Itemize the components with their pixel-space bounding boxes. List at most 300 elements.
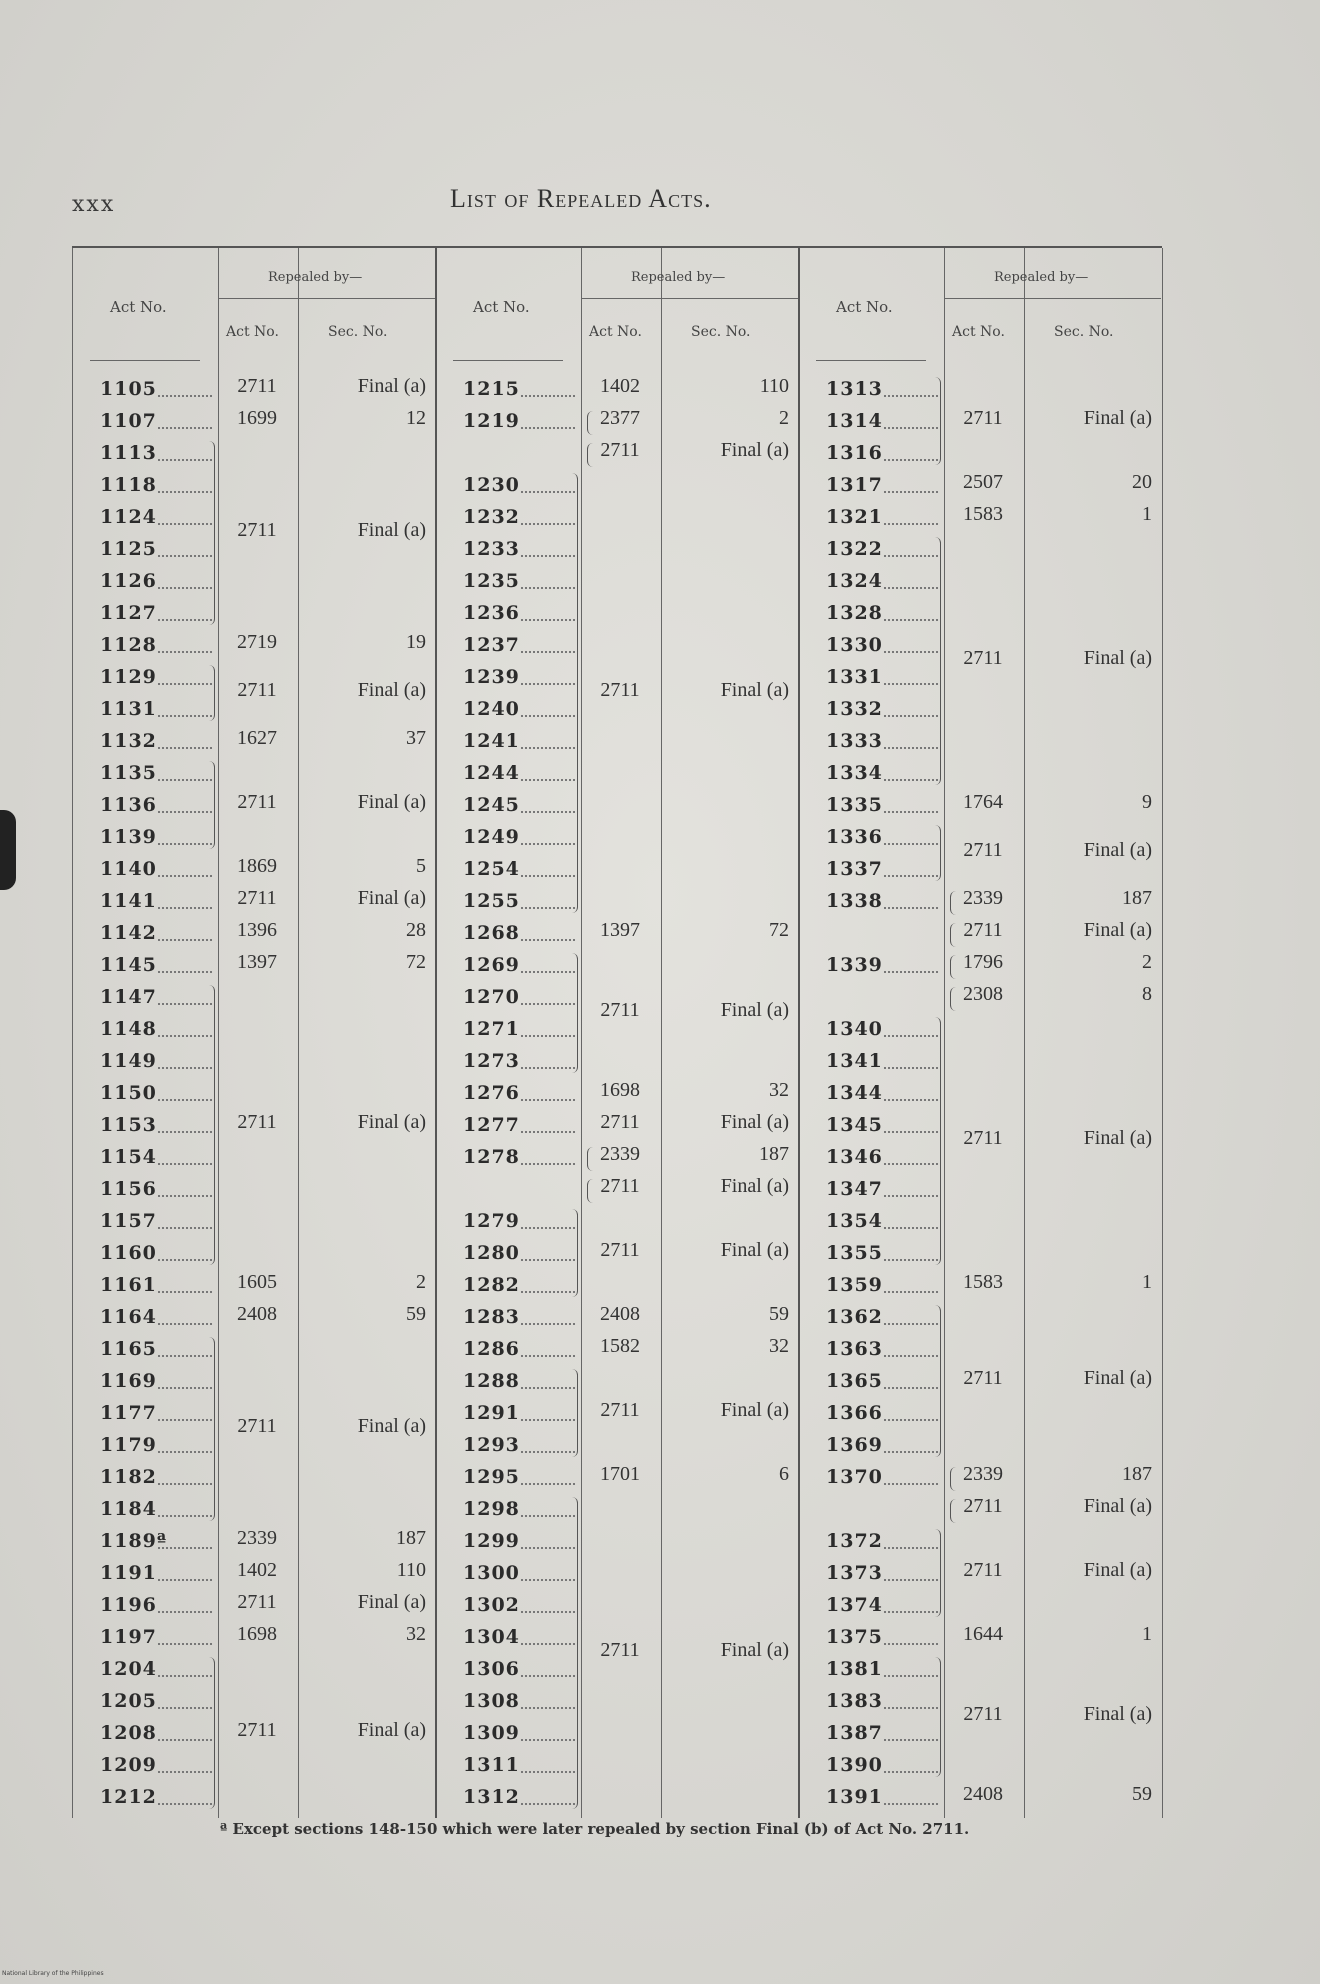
repealing-section-number: Final (a) [357, 1415, 426, 1437]
act-number: 1375 [826, 1626, 883, 1648]
repealing-act-number: 1402 [237, 1559, 277, 1581]
act-number: 1300 [463, 1562, 520, 1584]
act-number: 1179 [100, 1434, 157, 1456]
act-number: 1208 [100, 1722, 157, 1744]
repealing-act-number: 2711 [963, 647, 1003, 669]
act-number: 1237 [463, 634, 520, 656]
header-bottom-rule [453, 360, 563, 361]
act-number: 1132 [100, 730, 157, 752]
repealing-section-number: 8 [1142, 983, 1152, 1005]
header-sub-sec-no: Sec. No. [691, 324, 751, 340]
group-brace [204, 665, 215, 721]
repealing-section-number: Final (a) [720, 1239, 789, 1261]
repealing-act-number: 2711 [237, 1415, 277, 1437]
act-number: 1270 [463, 986, 520, 1008]
leader-dots [158, 1579, 212, 1581]
act-number: 1331 [826, 666, 883, 688]
repealing-section-number: Final (a) [1083, 1367, 1152, 1389]
act-number: 1215 [463, 378, 520, 400]
column-rule [581, 248, 582, 1818]
act-number: 1204 [100, 1658, 157, 1680]
repealing-section-number: 32 [769, 1335, 789, 1357]
act-number: 1313 [826, 378, 883, 400]
column-rule [298, 248, 299, 1818]
act-number: 1341 [826, 1050, 883, 1072]
repealing-act-number: 2507 [963, 471, 1003, 493]
repealing-act-number: 1698 [237, 1623, 277, 1645]
repealing-section-number: Final (a) [720, 1399, 789, 1421]
act-number: 1314 [826, 410, 883, 432]
act-number: 1126 [100, 570, 157, 592]
binding-shadow [0, 810, 16, 890]
header-rule [218, 298, 435, 299]
act-number: 1302 [463, 1594, 520, 1616]
group-brace [204, 985, 215, 1265]
repealing-act-number: 1698 [600, 1079, 640, 1101]
act-number: 1299 [463, 1530, 520, 1552]
act-number: 1344 [826, 1082, 883, 1104]
act-number: 1105 [100, 378, 157, 400]
leader-dots [884, 1483, 938, 1485]
leader-dots [158, 395, 212, 397]
act-number: 1113 [100, 442, 157, 464]
act-number: 1338 [826, 890, 883, 912]
column-rule [798, 248, 800, 1818]
act-number: 1387 [826, 1722, 883, 1744]
act-number: 1374 [826, 1594, 883, 1616]
act-number: 1304 [463, 1626, 520, 1648]
act-number: 1212 [100, 1786, 157, 1808]
leader-dots [884, 1291, 938, 1293]
header-act-no: Act No. [836, 298, 893, 316]
act-number: 1282 [463, 1274, 520, 1296]
repealing-act-number: 2408 [237, 1303, 277, 1325]
act-number: 1150 [100, 1082, 157, 1104]
repealing-act-number: 2339 [237, 1527, 277, 1549]
repealing-section-number: Final (a) [720, 999, 789, 1021]
act-number: 1156 [100, 1178, 157, 1200]
act-number: 1255 [463, 890, 520, 912]
leader-dots [521, 1483, 575, 1485]
group-brace [567, 1209, 578, 1297]
repealing-section-number: 187 [396, 1527, 426, 1549]
act-number: 1381 [826, 1658, 883, 1680]
repealing-section-number: Final (a) [1083, 407, 1152, 429]
repealing-section-number: Final (a) [357, 1719, 426, 1741]
act-number: 1232 [463, 506, 520, 528]
repealing-section-number: 12 [406, 407, 426, 429]
repealing-section-number: Final (a) [1083, 839, 1152, 861]
leader-dots [521, 427, 575, 429]
leader-dots [158, 747, 212, 749]
leader-dots [158, 907, 212, 909]
leader-dots [158, 1323, 212, 1325]
header-rule [581, 298, 798, 299]
leader-dots [884, 907, 938, 909]
act-number: 1235 [463, 570, 520, 592]
act-number: 1124 [100, 506, 157, 528]
repealing-act-number: 2711 [963, 1127, 1003, 1149]
act-number: 1312 [463, 1786, 520, 1808]
repealing-act-number: 2711 [237, 519, 277, 541]
act-number: 1306 [463, 1658, 520, 1680]
act-number: 1280 [463, 1242, 520, 1264]
act-number: 1219 [463, 410, 520, 432]
leader-dots [884, 1643, 938, 1645]
repealing-act-number: 2711 [237, 791, 277, 813]
repealing-act-number: 2711 [963, 1559, 1003, 1581]
act-number: 1339 [826, 954, 883, 976]
header-sub-act-no: Act No. [952, 324, 1005, 340]
repealing-section-number: 1 [1142, 1271, 1152, 1293]
act-number: 1390 [826, 1754, 883, 1776]
repealing-act-number: 2711 [963, 919, 1003, 941]
repealing-section-number: 6 [779, 1463, 789, 1485]
leader-dots [521, 1323, 575, 1325]
repealing-act-number: 2339 [600, 1143, 640, 1165]
header-sub-sec-no: Sec. No. [328, 324, 388, 340]
act-number: 1373 [826, 1562, 883, 1584]
repealing-act-number: 1869 [237, 855, 277, 877]
repealing-section-number: Final (a) [357, 679, 426, 701]
repealing-act-number: 1582 [600, 1335, 640, 1357]
repealing-act-number: 2711 [237, 679, 277, 701]
repealing-act-number: 1605 [237, 1271, 277, 1293]
act-number: 1309 [463, 1722, 520, 1744]
column-rule [1024, 248, 1025, 1818]
repealing-act-number: 2711 [963, 407, 1003, 429]
act-number: 1240 [463, 698, 520, 720]
act-number: 1141 [100, 890, 157, 912]
act-number: 1153 [100, 1114, 157, 1136]
repealing-act-number: 1396 [237, 919, 277, 941]
act-number: 1140 [100, 858, 157, 880]
act-number: 1135 [100, 762, 157, 784]
act-number: 1321 [826, 506, 883, 528]
repealing-section-number: 19 [406, 631, 426, 653]
repealing-section-number: Final (a) [357, 519, 426, 541]
act-number: 1383 [826, 1690, 883, 1712]
repealing-act-number: 2711 [963, 1495, 1003, 1517]
act-number: 1328 [826, 602, 883, 624]
repealing-act-number: 2711 [237, 375, 277, 397]
repealing-section-number: Final (a) [720, 1639, 789, 1661]
act-number: 1145 [100, 954, 157, 976]
running-title: List of Repealed Acts. [450, 184, 712, 213]
act-number: 1363 [826, 1338, 883, 1360]
act-number: 1148 [100, 1018, 157, 1040]
group-brace [930, 1657, 941, 1777]
header-bottom-rule [816, 360, 926, 361]
repealing-section-number: 187 [759, 1143, 789, 1165]
repealing-act-number: 1627 [237, 727, 277, 749]
act-number: 1330 [826, 634, 883, 656]
repealing-act-number: 1397 [600, 919, 640, 941]
column-rule [72, 248, 73, 1818]
act-number: 1239 [463, 666, 520, 688]
act-number: 1322 [826, 538, 883, 560]
act-number: 1311 [463, 1754, 520, 1776]
act-number: 1205 [100, 1690, 157, 1712]
leader-dots [521, 1099, 575, 1101]
column-rule [218, 248, 219, 1818]
header-sub-act-no: Act No. [226, 324, 279, 340]
act-number: 1340 [826, 1018, 883, 1040]
repealing-act-number: 2711 [600, 1399, 640, 1421]
act-number: 1298 [463, 1498, 520, 1520]
repealing-section-number: 28 [406, 919, 426, 941]
act-number: 1147 [100, 986, 157, 1008]
act-number: 1295 [463, 1466, 520, 1488]
act-number: 1317 [826, 474, 883, 496]
act-number: 1288 [463, 1370, 520, 1392]
repealing-act-number: 2711 [237, 1719, 277, 1741]
act-number: 1370 [826, 1466, 883, 1488]
group-brace [204, 1337, 215, 1521]
repealing-section-number: Final (a) [357, 791, 426, 813]
repealing-act-number: 2711 [600, 1239, 640, 1261]
repealing-act-number: 2711 [600, 679, 640, 701]
act-number: 1161 [100, 1274, 157, 1296]
page-number: xxx [72, 192, 116, 217]
group-brace [930, 1017, 941, 1265]
act-number: 1230 [463, 474, 520, 496]
column-rule [435, 248, 437, 1818]
repealing-section-number: 59 [406, 1303, 426, 1325]
repealing-section-number: Final (a) [357, 1591, 426, 1613]
leader-dots [521, 1355, 575, 1357]
act-number: 1334 [826, 762, 883, 784]
column-rule [1162, 248, 1163, 1818]
header-repealed-by: Repealed by— [268, 270, 363, 285]
repealing-section-number: Final (a) [1083, 1495, 1152, 1517]
act-number: 1335 [826, 794, 883, 816]
act-number: 1241 [463, 730, 520, 752]
header-repealed-by: Repealed by— [994, 270, 1089, 285]
leader-dots [158, 875, 212, 877]
repealing-section-number: Final (a) [1083, 1703, 1152, 1725]
leader-dots [884, 491, 938, 493]
repealing-section-number: 32 [406, 1623, 426, 1645]
act-number: 1129 [100, 666, 157, 688]
act-number: 1157 [100, 1210, 157, 1232]
repealing-section-number: Final (a) [1083, 919, 1152, 941]
header-rule [944, 298, 1161, 299]
leader-dots [521, 1163, 575, 1165]
act-number: 1345 [826, 1114, 883, 1136]
act-number: 1196 [100, 1594, 157, 1616]
act-number: 1268 [463, 922, 520, 944]
act-number: 1372 [826, 1530, 883, 1552]
repealing-section-number: Final (a) [720, 439, 789, 461]
repealing-section-number: 59 [769, 1303, 789, 1325]
act-number: 1354 [826, 1210, 883, 1232]
act-number: 1291 [463, 1402, 520, 1424]
leader-dots [521, 939, 575, 941]
repealing-act-number: 2711 [237, 1111, 277, 1133]
act-number: 1293 [463, 1434, 520, 1456]
act-number: 1279 [463, 1210, 520, 1232]
group-brace [204, 1657, 215, 1809]
act-number: 1271 [463, 1018, 520, 1040]
repealing-act-number: 2719 [237, 631, 277, 653]
leader-dots [521, 395, 575, 397]
repealing-section-number: Final (a) [1083, 1127, 1152, 1149]
header-repealed-by: Repealed by— [631, 270, 726, 285]
act-number: 1244 [463, 762, 520, 784]
act-number: 1273 [463, 1050, 520, 1072]
act-number: 1209 [100, 1754, 157, 1776]
group-brace [930, 537, 941, 785]
repealing-section-number: Final (a) [357, 887, 426, 909]
repealing-act-number: 2377 [600, 407, 640, 429]
header-sub-sec-no: Sec. No. [1054, 324, 1114, 340]
repealing-section-number: 110 [396, 1559, 426, 1581]
repealing-section-number: Final (a) [357, 375, 426, 397]
repealing-section-number: 72 [769, 919, 789, 941]
act-number: 1197 [100, 1626, 157, 1648]
act-number: 1125 [100, 538, 157, 560]
repealing-act-number: 2339 [963, 1463, 1003, 1485]
repealed-acts-table [72, 246, 1162, 1818]
act-number: 1149 [100, 1050, 157, 1072]
repealing-act-number: 2711 [237, 887, 277, 909]
repealing-section-number: Final (a) [1083, 647, 1152, 669]
header-act-no: Act No. [110, 298, 167, 316]
act-number: 1324 [826, 570, 883, 592]
repealing-act-number: 2711 [600, 439, 640, 461]
act-number: 1160 [100, 1242, 157, 1264]
act-number: 1369 [826, 1434, 883, 1456]
leader-dots [521, 1131, 575, 1133]
repealing-act-number: 1699 [237, 407, 277, 429]
group-brace [930, 1305, 941, 1457]
act-number: 1347 [826, 1178, 883, 1200]
group-brace [567, 473, 578, 913]
act-number: 1191 [100, 1562, 157, 1584]
group-brace [567, 1369, 578, 1457]
leader-dots [884, 811, 938, 813]
column-rule [661, 248, 662, 1818]
repealing-section-number: 2 [1142, 951, 1152, 973]
act-number: 1249 [463, 826, 520, 848]
group-brace [567, 953, 578, 1073]
act-number: 1107 [100, 410, 157, 432]
repealing-section-number: Final (a) [720, 679, 789, 701]
repealing-act-number: 1583 [963, 503, 1003, 525]
leader-dots [158, 1547, 212, 1549]
repealing-act-number: 2408 [963, 1783, 1003, 1805]
header-bottom-rule [90, 360, 200, 361]
leader-dots [884, 1803, 938, 1805]
repealing-section-number: 72 [406, 951, 426, 973]
act-number: 1127 [100, 602, 157, 624]
leader-dots [158, 427, 212, 429]
footnote: ª Except sections 148-150 which were later repealed by section Final (b) of Act No. 2711. [220, 1820, 970, 1838]
header-sub-act-no: Act No. [589, 324, 642, 340]
repealing-section-number: 2 [779, 407, 789, 429]
act-number: 1128 [100, 634, 157, 656]
leader-dots [158, 1643, 212, 1645]
act-number: 1169 [100, 1370, 157, 1392]
repealing-section-number: 187 [1122, 1463, 1152, 1485]
act-number: 1136 [100, 794, 157, 816]
act-number: 1286 [463, 1338, 520, 1360]
repealing-act-number: 2711 [600, 1639, 640, 1661]
act-number: 1245 [463, 794, 520, 816]
repealing-section-number: Final (a) [1083, 1559, 1152, 1581]
act-number: 1184 [100, 1498, 157, 1520]
act-number: 1278 [463, 1146, 520, 1168]
act-number: 1165 [100, 1338, 157, 1360]
group-brace [930, 377, 941, 465]
act-number: 1182 [100, 1466, 157, 1488]
repealing-act-number: 2711 [600, 999, 640, 1021]
repealing-act-number: 1701 [600, 1463, 640, 1485]
repealing-act-number: 1583 [963, 1271, 1003, 1293]
group-brace [204, 441, 215, 625]
column-rule [944, 248, 945, 1818]
act-number: 1355 [826, 1242, 883, 1264]
act-number: 1254 [463, 858, 520, 880]
repealing-act-number: 2339 [963, 887, 1003, 909]
act-number: 1154 [100, 1146, 157, 1168]
repealing-act-number: 2408 [600, 1303, 640, 1325]
act-number: 1316 [826, 442, 883, 464]
repealing-section-number: 59 [1132, 1783, 1152, 1805]
repealing-act-number: 1764 [963, 791, 1003, 813]
repealing-act-number: 1796 [963, 951, 1003, 973]
repealing-section-number: 187 [1122, 887, 1152, 909]
act-number: 1362 [826, 1306, 883, 1328]
repealing-section-number: Final (a) [357, 1111, 426, 1133]
group-brace [930, 825, 941, 881]
leader-dots [158, 971, 212, 973]
repealing-section-number: 1 [1142, 503, 1152, 525]
act-number: 1164 [100, 1306, 157, 1328]
act-number: 1365 [826, 1370, 883, 1392]
imprint: National Library of the Philippines [2, 1970, 104, 1977]
act-number: 1139 [100, 826, 157, 848]
repealing-section-number: Final (a) [720, 1111, 789, 1133]
act-number: 1391 [826, 1786, 883, 1808]
act-number: 1142 [100, 922, 157, 944]
act-number: 1359 [826, 1274, 883, 1296]
group-brace [930, 1529, 941, 1617]
repealing-section-number: 1 [1142, 1623, 1152, 1645]
repealing-section-number: 9 [1142, 791, 1152, 813]
act-number: 1337 [826, 858, 883, 880]
repealing-section-number: 5 [416, 855, 426, 877]
act-number: 1276 [463, 1082, 520, 1104]
act-number: 1177 [100, 1402, 157, 1424]
leader-dots [158, 939, 212, 941]
act-number: 1189ª [100, 1530, 168, 1552]
leader-dots [158, 1291, 212, 1293]
repealing-section-number: 37 [406, 727, 426, 749]
act-number: 1131 [100, 698, 157, 720]
repealing-act-number: 2711 [600, 1111, 640, 1133]
repealing-act-number: 2711 [237, 1591, 277, 1613]
act-number: 1118 [100, 474, 157, 496]
repealing-act-number: 2711 [963, 1703, 1003, 1725]
act-number: 1283 [463, 1306, 520, 1328]
repealing-section-number: 2 [416, 1271, 426, 1293]
repealing-act-number: 1644 [963, 1623, 1003, 1645]
repealing-section-number: 32 [769, 1079, 789, 1101]
act-number: 1346 [826, 1146, 883, 1168]
repealing-section-number: 20 [1132, 471, 1152, 493]
